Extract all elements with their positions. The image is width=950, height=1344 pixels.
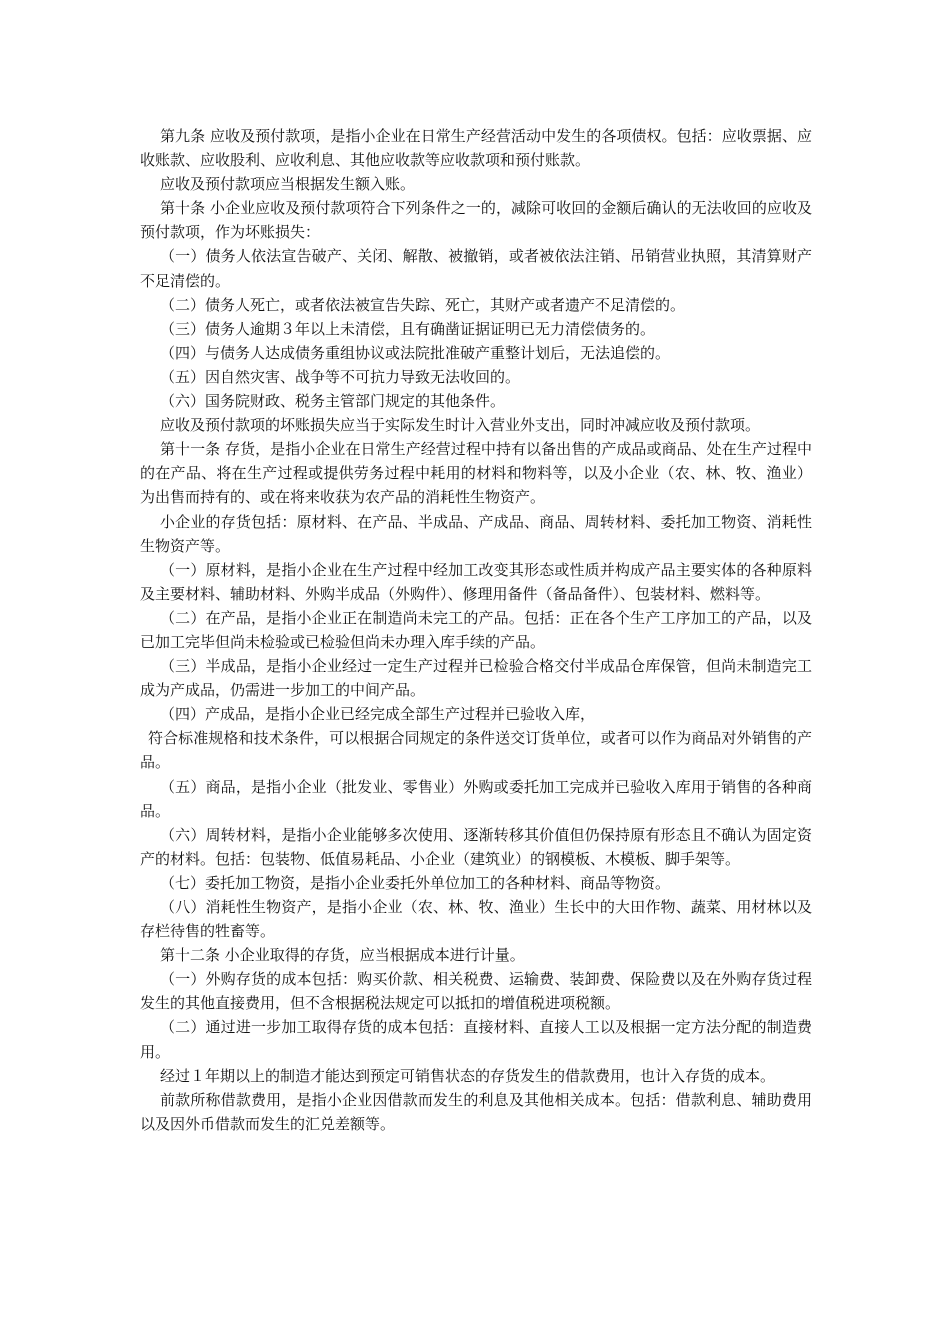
paragraph: 第十二条 小企业取得的存货，应当根据成本进行计量。 xyxy=(160,946,525,965)
paragraph: 符合标准规格和技术条件，可以根据合同规定的条件送交订货单位，或者可以作为商品对外销售的产品。 xyxy=(140,729,812,772)
paragraph: 经过１年期以上的制造才能达到预定可销售状态的存货发生的借款费用，也计入存货的成本。 xyxy=(160,1066,776,1085)
paragraph: （八）消耗性生物资产，是指小企业（农、林、牧、渔业）生长中的大田作物、蔬菜、用材林以及存栏待售的牲畜等。 xyxy=(140,898,812,941)
paragraph: 应收及预付款项的坏账损失应当于实际发生时计入营业外支出，同时冲减应收及预付款项。 xyxy=(160,416,761,435)
paragraph: （三）债务人逾期３年以上未清偿，且有确凿证据证明已无力清偿债务的。 xyxy=(160,319,656,338)
paragraph: 第十条 小企业应收及预付款项符合下列条件之一的，减除可收回的金额后确认的无法收回的应收及预付款项，作为坏账损失： xyxy=(140,199,812,242)
paragraph: （一）债务人依法宣告破产、关闭、解散、被撤销，或者被依法注销、吊销营业执照，其清算财产不足清偿的。 xyxy=(140,247,812,290)
paragraph: 前款所称借款费用，是指小企业因借款而发生的利息及其他相关成本。包括：借款利息、辅助费用以及因外币借款而发生的汇兑差额等。 xyxy=(140,1090,812,1133)
paragraph: （六）周转材料，是指小企业能够多次使用、逐渐转移其价值但仍保持原有形态且不确认为固定资产的材料。包括：包装物、低值易耗品、小企业（建筑业）的钢模板、木模板、脚手架等。 xyxy=(140,825,812,868)
paragraph: （一）外购存货的成本包括：购买价款、相关税费、运输费、装卸费、保险费以及在外购存货过程发生的其他直接费用，但不含根据税法规定可以抵扣的增值税进项税额。 xyxy=(140,970,812,1013)
paragraph: （七）委托加工物资，是指小企业委托外单位加工的各种材料、商品等物资。 xyxy=(160,873,671,892)
paragraph: （三）半成品，是指小企业经过一定生产过程并已检验合格交付半成品仓库保管，但尚未制造完工成为产成品，仍需进一步加工的中间产品。 xyxy=(140,657,812,700)
paragraph: 第九条 应收及预付款项，是指小企业在日常生产经营活动中发生的各项债权。包括：应收票据、应收账款、应收股利、应收利息、其他应收款等应收款项和预付账款。 xyxy=(140,127,812,170)
paragraph: （四）与债务人达成债务重组协议或法院批准破产重整计划后，无法追偿的。 xyxy=(160,343,671,362)
paragraph: （四）产成品，是指小企业已经完成全部生产过程并已验收入库， xyxy=(160,705,596,724)
paragraph: （五）因自然灾害、战争等不可抗力导致无法收回的。 xyxy=(160,367,521,386)
paragraph: （二）债务人死亡，或者依法被宣告失踪、死亡，其财产或者遗产不足清偿的。 xyxy=(160,295,686,314)
document-body xyxy=(140,124,812,1136)
paragraph: （二）在产品，是指小企业正在制造尚未完工的产品。包括：正在各个生产工序加工的产品，以及已加工完毕但尚未检验或已检验但尚未办理入库手续的产品。 xyxy=(140,608,812,651)
paragraph: （六）国务院财政、税务主管部门规定的其他条件。 xyxy=(160,392,506,411)
paragraph: 第十一条 存货，是指小企业在日常生产经营过程中持有以备出售的产成品或商品、处在生产过程中的在产品、将在生产过程或提供劳务过程中耗用的材料和物料等，以及小企业（农、林、牧、渔业）为出售而持有的、或在将来收获为农产品的消耗性生物资产。 xyxy=(140,440,812,507)
paragraph: （五）商品，是指小企业（批发业、零售业）外购或委托加工完成并已验收入库用于销售的各种商品。 xyxy=(140,777,812,820)
paragraph: （一）原材料，是指小企业在生产过程中经加工改变其形态或性质并构成产品主要实体的各种原料及主要材料、辅助材料、外购半成品（外购件）、修理用备件（备品备件）、包装材料、燃料等。 xyxy=(140,560,812,603)
paragraph: 小企业的存货包括：原材料、在产品、半成品、产成品、商品、周转材料、委托加工物资、消耗性生物资产等。 xyxy=(140,512,812,555)
paragraph: （二）通过进一步加工取得存货的成本包括：直接材料、直接人工以及根据一定方法分配的制造费用。 xyxy=(140,1018,812,1061)
paragraph: 应收及预付款项应当根据发生额入账。 xyxy=(160,175,416,194)
